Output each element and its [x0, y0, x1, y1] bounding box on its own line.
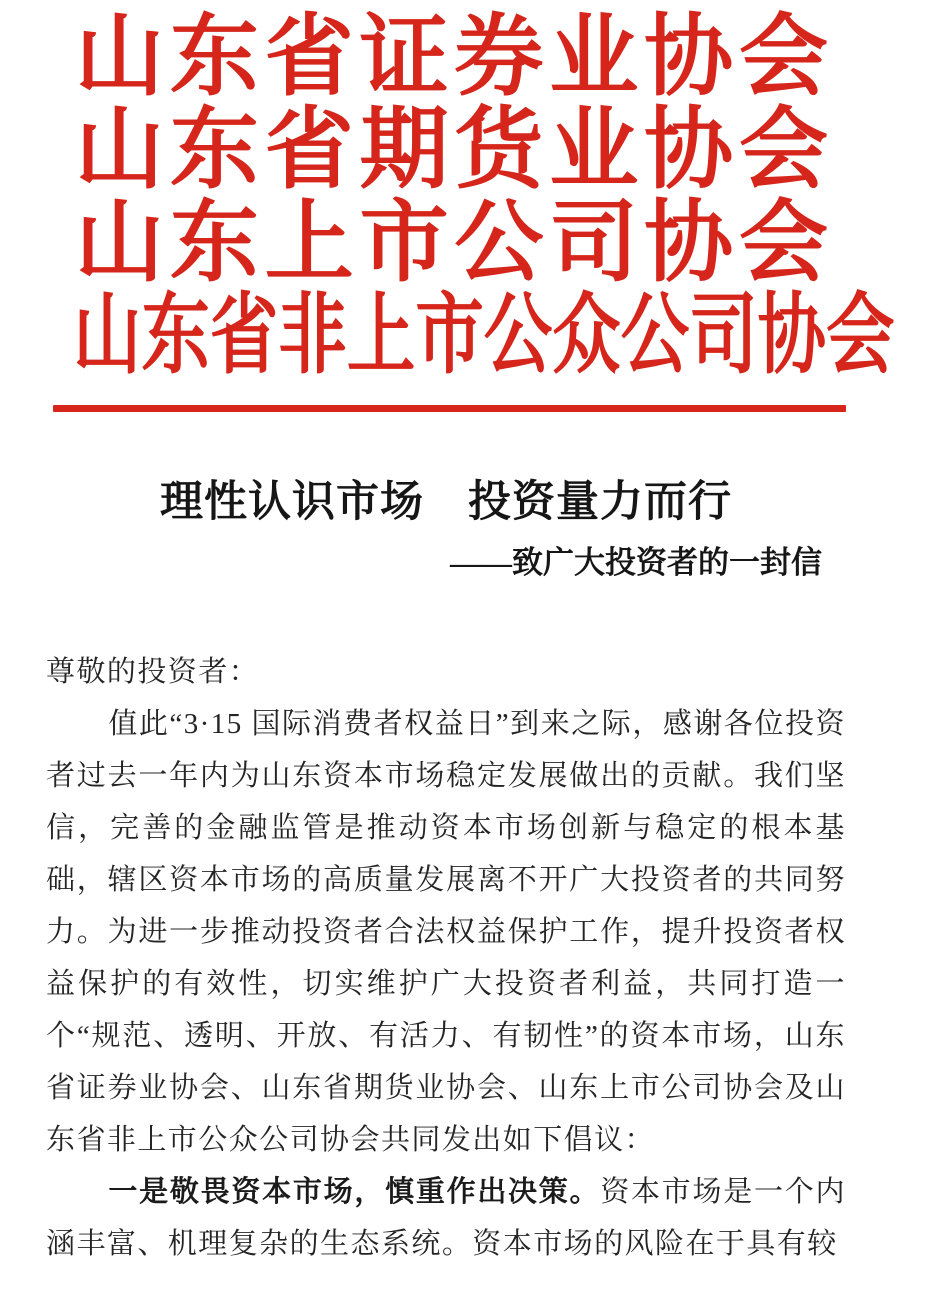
letter-body	[46, 646, 846, 1270]
letterhead-org-securities: 山东省证券业协会	[75, 9, 828, 107]
paragraph-1: 值此“3·15 国际消费者权益日”到来之际，感谢各位投资者过去一年内为山东资本市场稳定发展做出的贡献。我们坚信，完善的金融监管是推动资本市场创新与稳定的根本基础，辖区资本市场的高质量发展离不开广大投资者的共同努力。为进一步推动投资者合法权益保护工作，提升投资者权益保护的有效性，切实维护广大投资者利益，共同打造一个“规范、透明、开放、有活力、有韧性”的资本市场，山东省证券业协会、山东省期货业协会、山东上市公司协会及山东省非上市公众公司协会共同发出如下倡议：	[46, 708, 846, 1156]
paragraph-2	[46, 1166, 846, 1270]
letterhead	[0, 0, 934, 383]
letter-subtitle: ——致广大投资者的一封信	[450, 545, 822, 580]
letterhead-divider-rule	[53, 405, 846, 412]
title-block	[0, 476, 934, 584]
letterhead-org-non-listed-public-companies: 山东省非上市公众公司协会	[73, 288, 895, 385]
letterhead-org-listed-companies: 山东上市公司协会	[75, 195, 828, 293]
salutation: 尊敬的投资者：	[46, 656, 260, 688]
letterhead-org-futures: 山东省期货业协会	[75, 102, 828, 200]
paragraph-2-text: 资本市场是一个内涵丰富、机理复杂的生态系统。资本市场的风险在于具有较	[46, 1176, 846, 1260]
paragraph-2-bold-lead: 一是敬畏资本市场，慎重作出决策。	[108, 1176, 601, 1208]
letter-title: 理性认识市场 投资量力而行	[160, 479, 732, 526]
